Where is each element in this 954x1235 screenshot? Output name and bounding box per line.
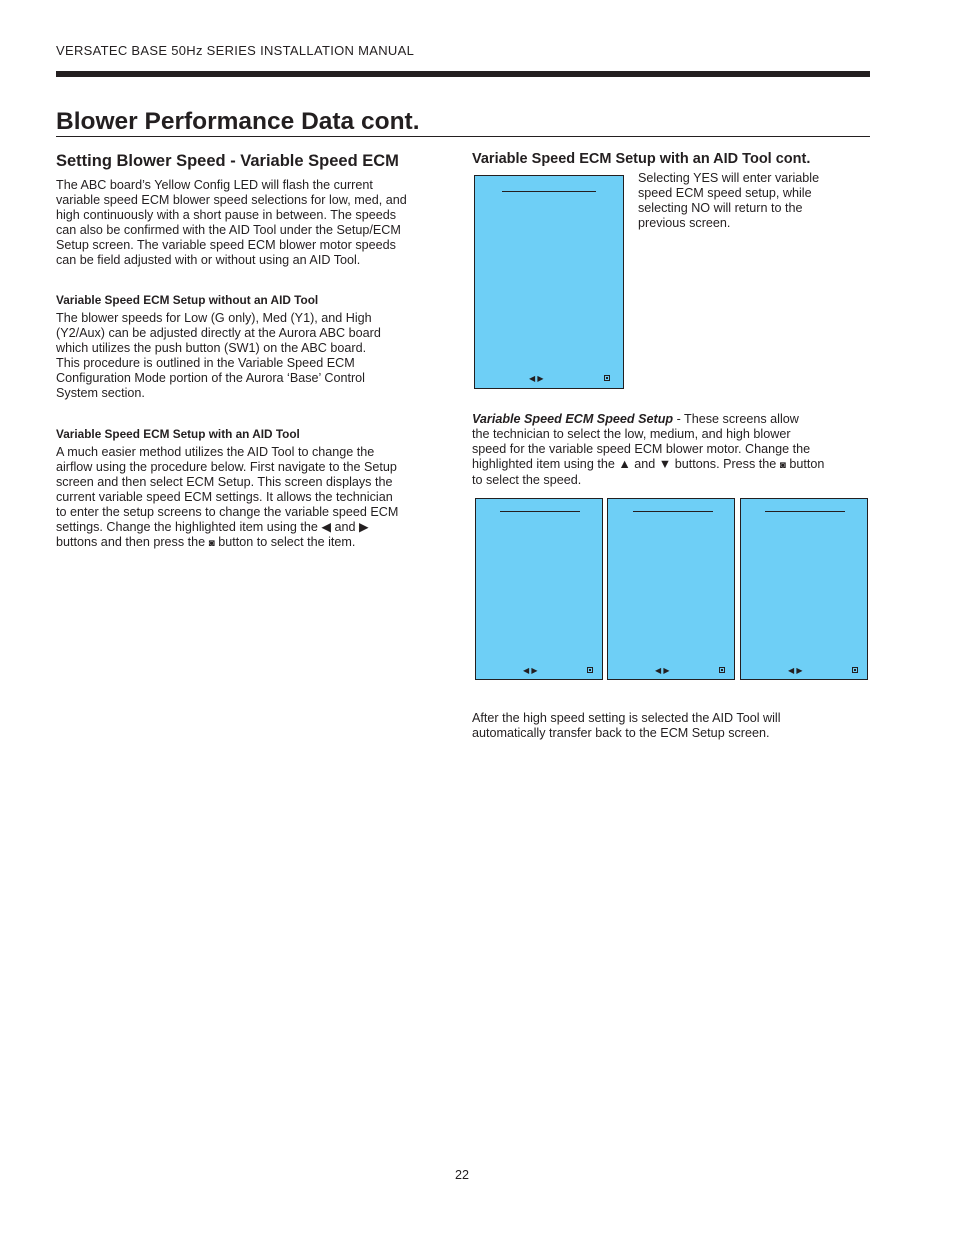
select-button-icon: ◙ <box>208 538 215 549</box>
text-line: screen and then select ECM Setup. This screen displays the <box>56 475 393 489</box>
text-line: to enter the setup screens to change the variable speed ECM <box>56 505 399 519</box>
text-line: After the high speed setting is selected the AID Tool will <box>472 711 781 725</box>
title-rule <box>56 136 870 137</box>
text-fragment: buttons and then press the <box>56 535 206 549</box>
text-line: Configuration Mode portion of the Aurora ‘Base’ Control <box>56 371 365 385</box>
text-line: A much easier method utilizes the AID Tool to change the <box>56 445 375 459</box>
screen-title-rule <box>633 511 713 512</box>
text-fragment: highlighted item using the ▲ and ▼ buttons. Press the <box>472 457 777 471</box>
without-aid-paragraph <box>56 311 381 401</box>
text-line: The ABC board’s Yellow Config LED will flash the current <box>56 178 373 192</box>
medium-speed-screen <box>607 498 735 680</box>
text-line: speed ECM speed setup, while <box>638 186 812 200</box>
text-line: variable speed ECM blower speed selections for low, med, and <box>56 193 407 207</box>
text-line: automatically transfer back to the ECM Setup screen. <box>472 726 770 740</box>
low-speed-screen <box>475 498 603 680</box>
text-line: System section. <box>56 386 145 400</box>
text-line: The blower speeds for Low (G only), Med (Y1), and High <box>56 311 372 325</box>
text-line: Selecting YES will enter variable <box>638 171 820 185</box>
header-rule <box>56 71 870 77</box>
subheading-with-aid: Variable Speed ECM Setup with an AID Tool <box>56 427 300 441</box>
select-button-icon <box>719 667 725 673</box>
select-button-icon <box>604 375 610 381</box>
right-heading: Variable Speed ECM Setup with an AID Tool cont. <box>472 151 811 167</box>
after-paragraph <box>472 711 781 741</box>
text-line: settings. Change the highlighted item using the ◀ and ▶ <box>56 520 369 534</box>
text-line: airflow using the procedure below. First navigate to the Setup <box>56 460 397 474</box>
left-right-arrows-icon: ◀ ▶ <box>529 374 544 383</box>
text-fragment: button <box>789 457 825 471</box>
ecm-setup-screen <box>474 175 624 389</box>
with-aid-paragraph <box>56 445 398 551</box>
text-line: high continuously with a short pause in between. The speeds <box>56 208 397 222</box>
text-line: to select the speed. <box>472 473 582 487</box>
screen-title-rule <box>502 191 596 192</box>
select-button-icon: ◙ <box>779 460 786 471</box>
screen-title-rule <box>500 511 580 512</box>
text-line: This procedure is outlined in the Variable Speed ECM <box>56 356 355 370</box>
text-line <box>472 412 824 427</box>
left-right-arrows-icon: ◀ ▶ <box>788 666 803 675</box>
text-line: previous screen. <box>638 216 731 230</box>
speed-setup-paragraph <box>472 412 824 488</box>
select-button-icon <box>852 667 858 673</box>
text-line: selecting NO will return to the <box>638 201 803 215</box>
intro-paragraph <box>56 178 407 268</box>
text-line: which utilizes the push button (SW1) on the ABC board. <box>56 341 367 355</box>
text-line: the technician to select the low, medium, and high blower <box>472 427 791 441</box>
text-line: current variable speed ECM settings. It allows the technician <box>56 490 393 504</box>
page-number: 22 <box>455 1168 470 1182</box>
text-line: can also be confirmed with the AID Tool under the Setup/ECM <box>56 223 401 237</box>
select-button-icon <box>587 667 593 673</box>
text-fragment: button to select the item. <box>218 535 356 549</box>
left-right-arrows-icon: ◀ ▶ <box>523 666 538 675</box>
text-line <box>56 535 398 551</box>
yes-no-paragraph <box>638 171 819 231</box>
text-line: speed for the variable speed ECM blower motor. Change the <box>472 442 811 456</box>
text-line: (Y2/Aux) can be adjusted directly at the Aurora ABC board <box>56 326 381 340</box>
text-fragment: - These screens allow <box>673 412 799 426</box>
text-line: Setup screen. The variable speed ECM blower motor speeds <box>56 238 396 252</box>
screen-title-rule <box>765 511 845 512</box>
page-title: Blower Performance Data cont. <box>56 108 420 135</box>
left-right-arrows-icon: ◀ ▶ <box>655 666 670 675</box>
subheading-without-aid: Variable Speed ECM Setup without an AID Tool <box>56 293 319 307</box>
manual-header: VERSATEC BASE 50Hz SERIES INSTALLATION MANUAL <box>56 43 415 58</box>
high-speed-screen <box>740 498 868 680</box>
text-line: can be field adjusted with or without using an AID Tool. <box>56 253 361 267</box>
speed-setup-label: Variable Speed ECM Speed Setup <box>472 412 674 426</box>
section-heading: Setting Blower Speed - Variable Speed ECM <box>56 152 399 170</box>
text-line <box>472 457 824 473</box>
